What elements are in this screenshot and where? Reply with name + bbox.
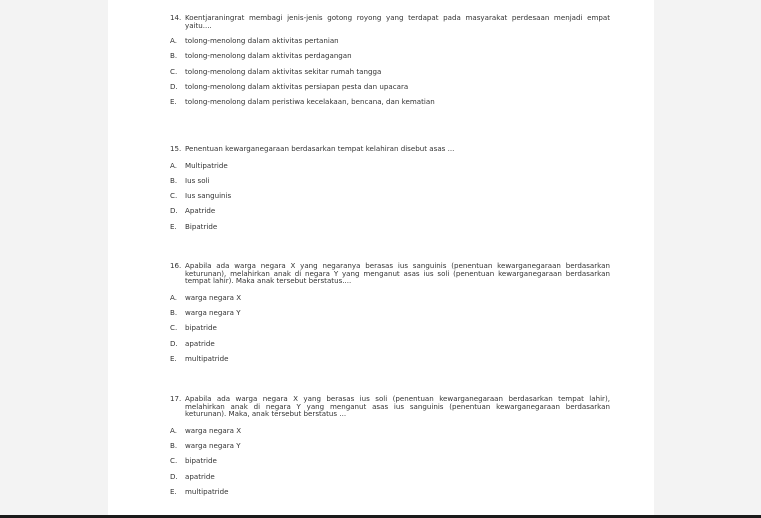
option-list [170,161,610,237]
option-e [170,487,610,502]
question-17 [170,395,610,502]
question-stem [170,145,610,153]
question-number: 14. [170,13,182,22]
option-letter: E. [170,221,177,231]
option-text: Multipatride [185,160,228,170]
option-a [170,293,610,308]
question-text: Apabila ada warga negara X yang negaranya berasas ius sanguinis (penentuan kewarganegaraan berdasarkan keturunan), melahirkan anak di negara Y yang menganut asas ius soli (penentuan kewarganegaraan berdasarkan tempat lahir). Maka anak tersebut berstatus.... [185,261,610,286]
option-d [170,206,610,221]
option-a [170,36,610,51]
document-page [108,0,654,516]
question-15 [170,145,610,237]
option-b [170,176,610,191]
question-number: 17. [170,394,182,403]
option-text: tolong-menolong dalam aktivitas sekitar rumah tangga [185,66,382,76]
option-c [170,456,610,471]
option-d [170,472,610,487]
option-letter: D. [170,82,178,92]
option-letter: E. [170,486,177,496]
question-number: 15. [170,144,182,153]
question-stem [170,395,610,418]
option-letter: A. [170,292,177,302]
option-text: bipatride [185,323,217,333]
question-stem [170,14,610,29]
option-text: warga negara X [185,425,242,435]
option-letter: B. [170,51,178,61]
option-letter: B. [170,175,178,185]
option-d [170,82,610,97]
option-letter: C. [170,66,178,76]
option-text: Bipatride [185,221,218,231]
option-e [170,222,610,237]
option-text: bipatride [185,456,217,466]
option-b [170,308,610,323]
option-e [170,354,610,369]
option-e [170,97,610,112]
option-text: warga negara Y [185,308,241,318]
option-text: apatride [185,338,215,348]
option-letter: B. [170,441,178,451]
option-letter: D. [170,471,178,481]
option-letter: D. [170,206,178,216]
option-letter: E. [170,97,177,107]
option-list [170,426,610,502]
option-letter: C. [170,456,178,466]
option-text: Apatride [185,206,216,216]
option-c [170,191,610,206]
option-b [170,51,610,66]
question-number: 16. [170,261,182,270]
question-14 [170,14,610,113]
option-list [170,36,610,112]
option-c [170,323,610,338]
question-stem [170,262,610,285]
option-text: warga negara Y [185,441,241,451]
option-text: Ius soli [185,175,210,185]
option-text: Ius sanguinis [185,191,232,201]
option-letter: A. [170,36,177,46]
option-text: multipatride [185,486,229,496]
option-d [170,339,610,354]
option-text: tolong-menolong dalam aktivitas perdagangan [185,51,352,61]
option-c [170,67,610,82]
option-text: apatride [185,471,215,481]
option-letter: A. [170,160,177,170]
question-16 [170,262,610,369]
option-letter: C. [170,323,178,333]
option-letter: C. [170,191,178,201]
option-letter: A. [170,425,177,435]
question-text: Koentjaraningrat membagi jenis-jenis gotong royong yang terdapat pada masyarakat perdesaan menjadi empat yaitu.... [185,13,610,30]
option-letter: E. [170,353,177,363]
question-text: Penentuan kewarganegaraan berdasarkan tempat kelahiran disebut asas ... [185,144,455,153]
option-text: warga negara X [185,292,242,302]
option-text: tolong-menolong dalam aktivitas pertanian [185,36,339,46]
question-text: Apabila ada warga negara X yang berasas ius soli (penentuan kewarganegaraan berdasarkan tempat lahir), melahirkan anak di negara Y yang menganut asas ius sanguinis (penentuan kewarganegaraan berdasarkan keturunan). Maka, anak tersebut berstatus ... [185,394,610,419]
option-text: tolong-menolong dalam peristiwa kecelakaan, bencana, dan kematian [185,97,435,107]
option-text: tolong-menolong dalam aktivitas persiapan pesta dan upacara [185,82,409,92]
option-a [170,161,610,176]
option-list [170,293,610,369]
option-letter: B. [170,308,178,318]
option-letter: D. [170,338,178,348]
option-b [170,441,610,456]
option-a [170,426,610,441]
option-text: multipatride [185,353,229,363]
